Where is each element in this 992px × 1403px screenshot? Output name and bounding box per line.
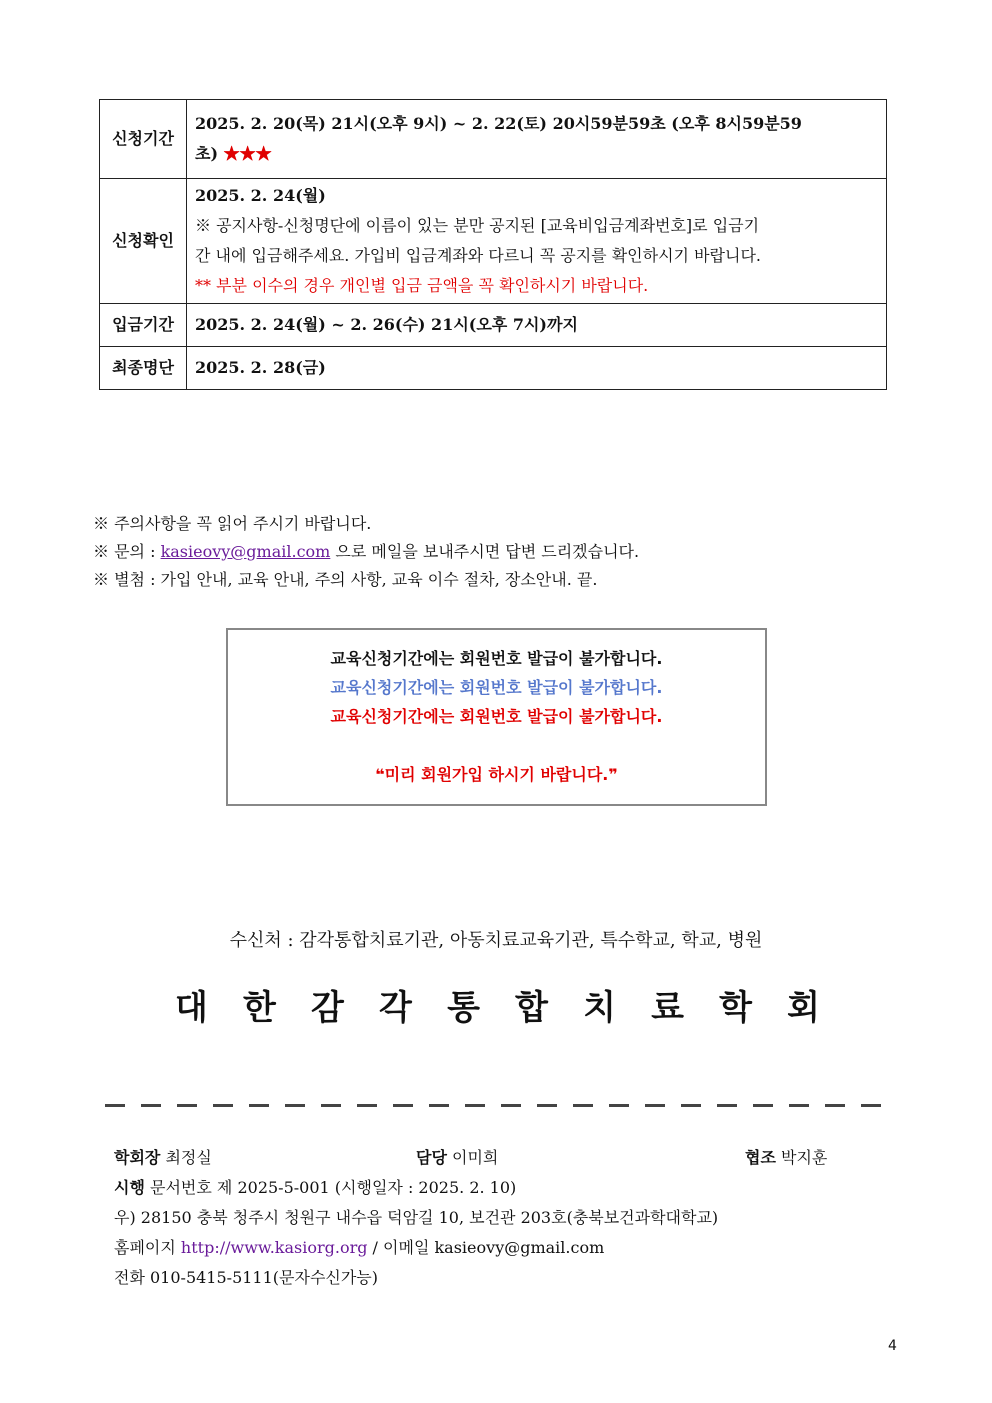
confirm-date: 2025. 2. 24(월) (195, 186, 326, 205)
partial-completion-note: ** 부분 이수의 경우 개인별 입금 금액을 꼭 확인하시기 바랍니다. (195, 276, 649, 295)
support: 협조 박지훈 (745, 1148, 828, 1167)
org-char: 감 (311, 988, 344, 1028)
org-char: 치 (583, 988, 616, 1028)
apply-period-line2: 초) (195, 144, 219, 163)
org-char: 료 (651, 988, 684, 1028)
homepage-row: 홈페이지 http://www.kasiorg.org / 이메일 kasieovy@gmail.com (114, 1238, 605, 1257)
schedule-table (99, 99, 887, 390)
schedule-value (187, 179, 887, 304)
schedule-label: 입금기간 (100, 304, 187, 347)
dashed-divider (105, 1104, 887, 1107)
warning-closing: ❝미리 회원가입 하시기 바랍니다.❞ (375, 765, 618, 784)
document-footer (114, 1143, 854, 1293)
inquiry-email-link[interactable]: kasieovy@gmail.com (160, 542, 331, 561)
schedule-row-apply (100, 100, 887, 179)
schedule-value (187, 100, 887, 179)
note-read-caution: ※ 주의사항을 꼭 읽어 주시기 바랍니다. (93, 514, 372, 533)
schedule-value: 2025. 2. 24(월) ~ 2. 26(수) 21시(오후 7시)까지 (187, 304, 887, 347)
org-char: 합 (515, 988, 548, 1028)
org-char: 한 (243, 988, 276, 1028)
warning-line-black: 교육신청기간에는 회원번호 발급이 불가합니다. (330, 649, 663, 668)
schedule-label: 신청기간 (100, 100, 187, 179)
schedule-value: 2025. 2. 28(금) (187, 347, 887, 390)
org-char: 통 (447, 988, 480, 1028)
homepage-link[interactable]: http://www.kasiorg.org (180, 1238, 368, 1257)
note-attachments: ※ 별첨 : 가입 안내, 교육 안내, 주의 사항, 교육 이수 절차, 장소안내. 끝. (93, 570, 598, 589)
note-inquiry: ※ 문의 : kasieovy@gmail.com 으로 메일을 보내주시면 답변 드리겠습니다. (93, 542, 640, 561)
membership-warning-box (226, 628, 767, 806)
recipient-line: 수신처 : 감각통합치료기관, 아동치료교육기관, 특수학교, 학교, 병원 (229, 930, 763, 951)
org-char: 학 (719, 988, 752, 1028)
org-char: 회 (787, 988, 820, 1028)
president: 학회장 최정실 (114, 1148, 212, 1167)
schedule-label: 최종명단 (100, 347, 187, 390)
schedule-label: 신청확인 (100, 179, 187, 304)
confirm-note-line: 간 내에 입금해주세요. 가입비 입금계좌와 다르니 꼭 공지를 확인하시기 바랍니다. (195, 246, 761, 265)
schedule-row-payment (100, 304, 887, 347)
notes-section (93, 510, 639, 594)
schedule-row-confirm (100, 179, 887, 304)
warning-line-red: 교육신청기간에는 회원번호 발급이 불가합니다. (330, 707, 663, 726)
address-row: 우) 28150 충북 청주시 청원구 내수읍 덕암길 10, 보건관 203호(충북보건과학대학교) (114, 1208, 719, 1227)
manager: 담당 이미희 (416, 1148, 499, 1167)
warning-line-blue: 교육신청기간에는 회원번호 발급이 불가합니다. (330, 678, 663, 697)
org-char: 대 (175, 988, 208, 1028)
org-char: 각 (379, 988, 412, 1028)
apply-period-line1: 2025. 2. 20(목) 21시(오후 9시) ~ 2. 22(토) 20시59분59초 (오후 8시59분59 (195, 114, 802, 133)
confirm-note-line: ※ 공지사항-신청명단에 이름이 있는 분만 공지된 [교육비입금계좌번호]로 입금기 (195, 216, 760, 235)
signatory-row (114, 1143, 854, 1173)
organization-title (175, 980, 820, 1029)
phone-row: 전화 010-5415-5111(문자수신가능) (114, 1268, 379, 1287)
star-icons: ★★★ (223, 144, 272, 163)
enforcement-row: 시행 문서번호 제 2025-5-001 (시행일자 : 2025. 2. 10) (114, 1178, 517, 1197)
page-number: 4 (888, 1338, 897, 1354)
schedule-row-final (100, 347, 887, 390)
